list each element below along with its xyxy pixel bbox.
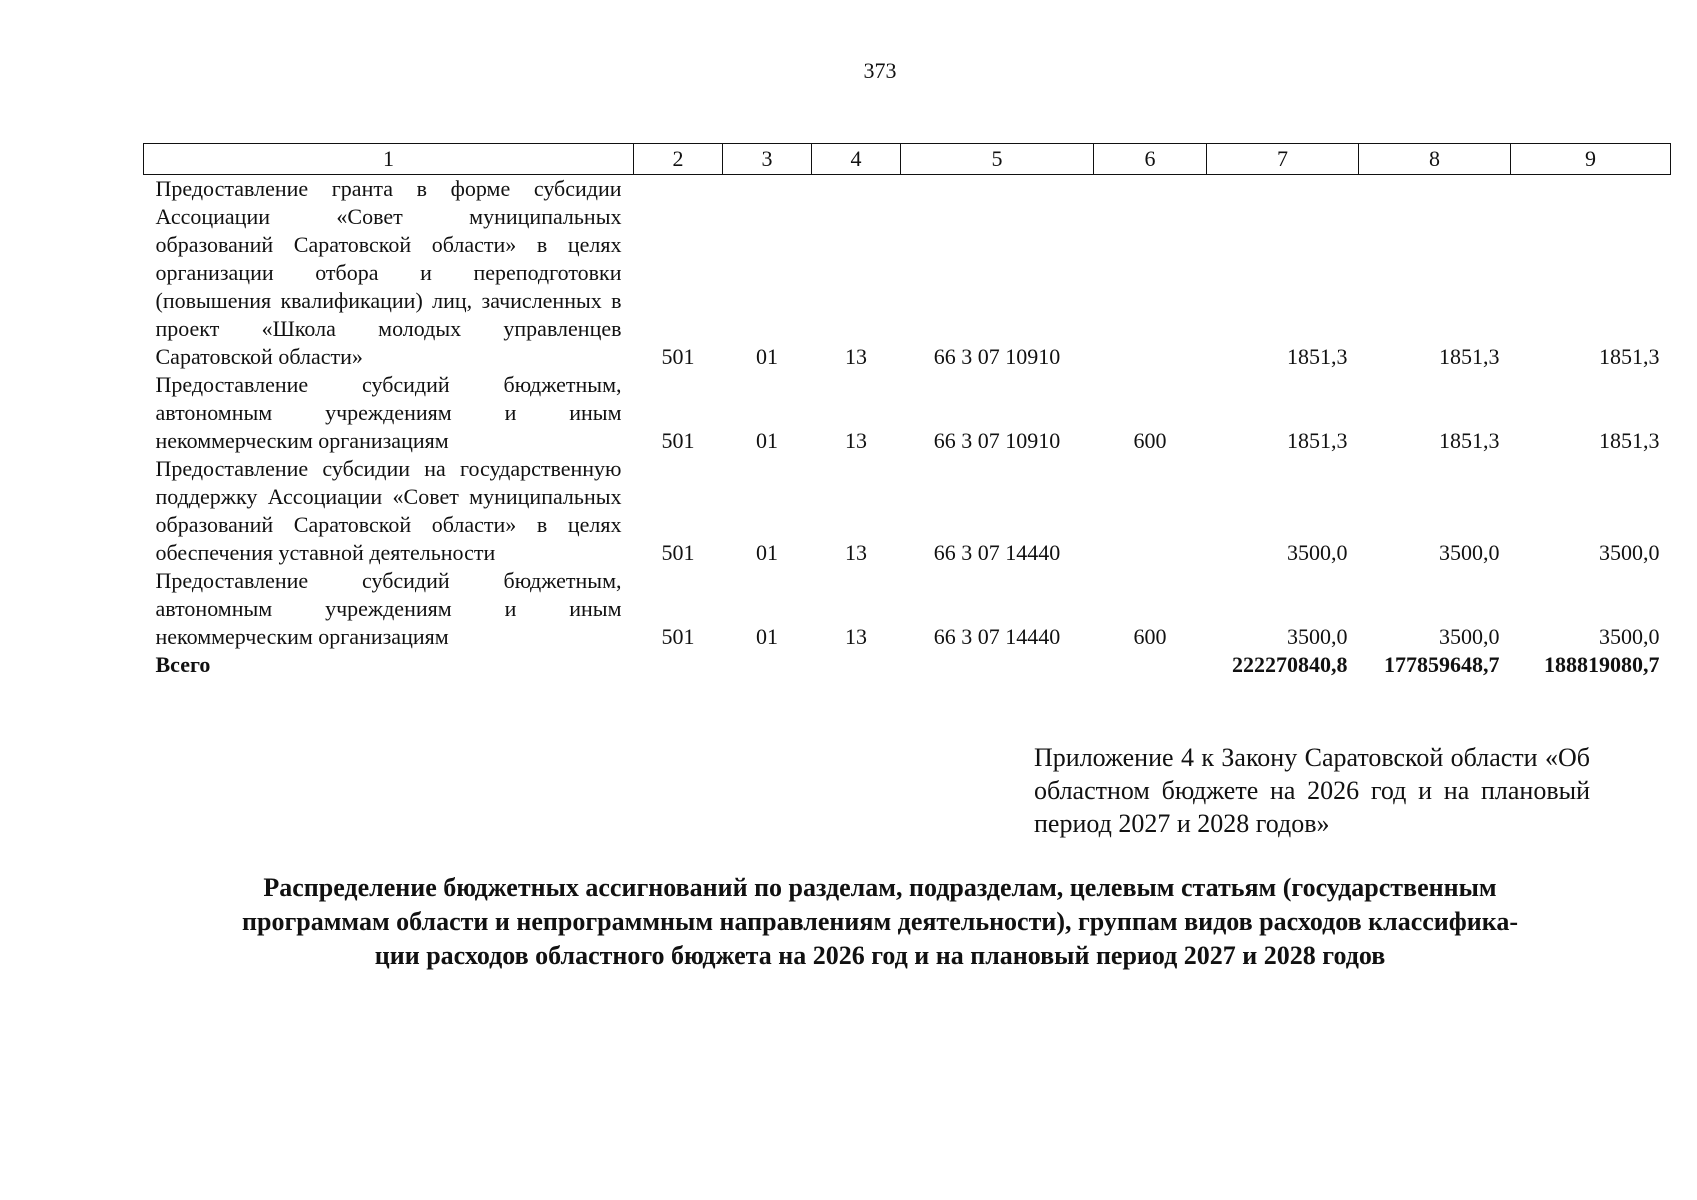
- table-row: [144, 175, 1671, 372]
- row-subsection: 13: [845, 428, 867, 453]
- row-expense-type: 600: [1133, 428, 1167, 453]
- row-name: Предоставление гранта в форме субсидии Ассоциации «Совет муниципальных образований Саратовской области» в целях организации отбора и переподготовки (повышения квалификации) лиц, зачисленных в проект «Школа молодых управленцев Саратовской области»: [155, 176, 622, 369]
- document-title-line: программам области и непрограммным направлениям деятельности), группам видов расходов классифика-: [242, 907, 1518, 936]
- column-number: 8: [1359, 144, 1511, 175]
- row-section: 01: [756, 540, 778, 565]
- row-target-article: 66 3 07 10910: [933, 428, 1061, 453]
- document-title-line: Распределение бюджетных ассигнований по разделам, подразделам, целевым статьям (государственным: [263, 873, 1497, 902]
- row-amount-2027: 3500,0: [1439, 624, 1500, 649]
- total-label: Всего: [155, 652, 211, 677]
- column-number: 4: [812, 144, 901, 175]
- total-amount-2028: 188819080,7: [1544, 652, 1660, 677]
- row-amount-2026: 1851,3: [1287, 344, 1348, 369]
- total-amount-2026: 222270840,8: [1232, 652, 1348, 677]
- row-amount-2026: 3500,0: [1287, 624, 1348, 649]
- row-ministry-code: 501: [661, 428, 695, 453]
- column-number-row: [144, 144, 1671, 175]
- row-amount-2027: 1851,3: [1439, 428, 1500, 453]
- total-row: [144, 651, 1671, 679]
- document-title-line: ции расходов областного бюджета на 2026 год и на плановый период 2027 и 2028 годов: [374, 941, 1386, 970]
- row-section: 01: [756, 624, 778, 649]
- row-amount-2026: 3500,0: [1287, 540, 1348, 565]
- row-amount-2028: 1851,3: [1599, 344, 1660, 369]
- column-number: 7: [1207, 144, 1359, 175]
- row-target-article: 66 3 07 14440: [933, 624, 1061, 649]
- row-subsection: 13: [845, 540, 867, 565]
- row-amount-2028: 1851,3: [1599, 428, 1660, 453]
- row-amount-2028: 3500,0: [1599, 540, 1660, 565]
- row-amount-2027: 3500,0: [1439, 540, 1500, 565]
- row-expense-type: [1094, 455, 1207, 567]
- row-subsection: 13: [845, 624, 867, 649]
- total-amount-2027: 177859648,7: [1384, 652, 1500, 677]
- row-amount-2026: 1851,3: [1287, 428, 1348, 453]
- row-name: Предоставление субсидии на государственную поддержку Ассоциации «Совет муниципальных образований Саратовской области» в целях обеспечения уставной деятельности: [155, 456, 622, 565]
- row-amount-2027: 1851,3: [1439, 344, 1500, 369]
- row-expense-type: 600: [1133, 624, 1167, 649]
- row-ministry-code: 501: [661, 624, 695, 649]
- column-number: 3: [723, 144, 812, 175]
- column-number: 5: [901, 144, 1094, 175]
- row-target-article: 66 3 07 14440: [933, 540, 1061, 565]
- table-row: [144, 455, 1671, 567]
- row-ministry-code: 501: [661, 344, 695, 369]
- column-number: 1: [144, 144, 634, 175]
- column-number: 9: [1511, 144, 1671, 175]
- row-amount-2028: 3500,0: [1599, 624, 1660, 649]
- row-section: 01: [756, 428, 778, 453]
- row-section: 01: [756, 344, 778, 369]
- row-target-article: 66 3 07 10910: [933, 344, 1061, 369]
- row-subsection: 13: [845, 344, 867, 369]
- row-name: Предоставление субсидий бюджетным, автономным учреждениям и иным некоммерческим организациям: [155, 568, 622, 649]
- column-number: 6: [1094, 144, 1207, 175]
- budget-table: [143, 143, 1671, 679]
- page-number: 373: [863, 58, 897, 83]
- column-number: 2: [634, 144, 723, 175]
- table-row: [144, 567, 1671, 651]
- row-ministry-code: 501: [661, 540, 695, 565]
- row-expense-type: [1094, 175, 1207, 372]
- row-name: Предоставление субсидий бюджетным, автономным учреждениям и иным некоммерческим организациям: [155, 372, 622, 453]
- document-title: [150, 871, 1610, 973]
- appendix-note: Приложение 4 к Закону Саратовской области «Об областном бюджете на 2026 год и на плановый период 2027 и 2028 годов»: [1034, 743, 1590, 838]
- table-row: [144, 371, 1671, 455]
